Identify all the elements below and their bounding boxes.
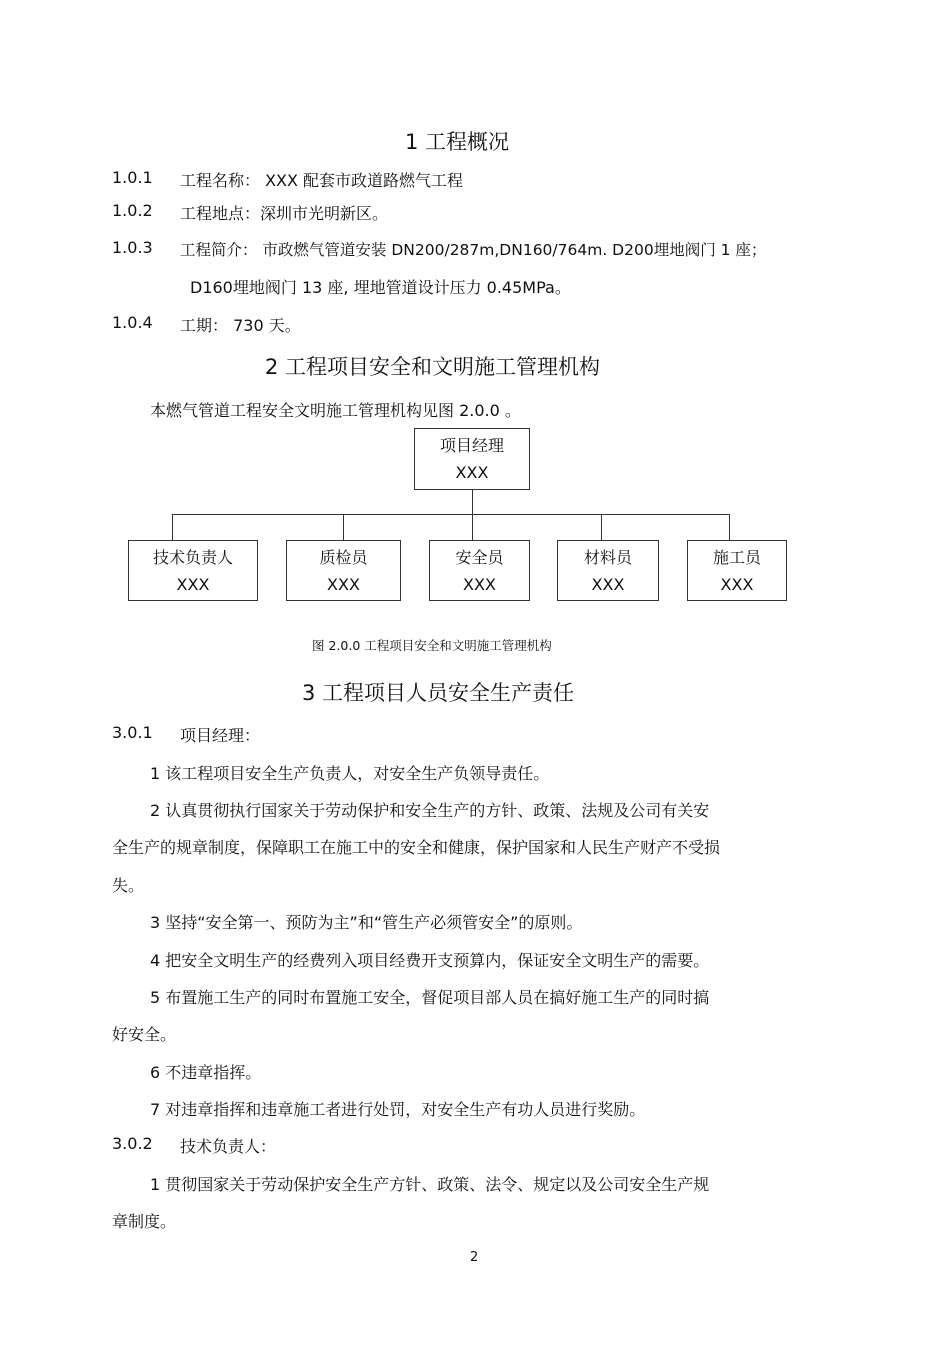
item-text: 工期： 730 天。 <box>180 316 301 335</box>
org-role: 项目经理 <box>439 436 504 455</box>
item-text: 工程简介： 市政燃气管道安装 DN200/287m,DN160/764m. D200埋地阀门 1 座； <box>180 241 767 259</box>
paragraph: 7 对违章指挥和违章施工者进行处罚，对安全生产有功人员进行奖励。 <box>150 1100 646 1119</box>
paragraph-continued: 章制度。 <box>112 1212 177 1231</box>
org-box-safety <box>429 540 530 601</box>
item-number: 1.0.1 <box>112 168 153 187</box>
paragraph: 1 该工程项目安全生产负责人，对安全生产负领导责任。 <box>150 764 550 783</box>
org-name: XXX <box>327 574 360 594</box>
section-3-title: 3 工程项目人员安全生产责任 <box>302 681 575 705</box>
connector-line <box>472 490 473 540</box>
org-role: 质检员 <box>319 547 368 567</box>
item-number: 1.0.3 <box>112 238 153 257</box>
figure-caption: 图 2.0.0 工程项目安全和文明施工管理机构 <box>312 638 552 653</box>
item-text: 工程地点：深圳市光明新区。 <box>180 204 389 223</box>
connector-line <box>729 514 730 540</box>
org-box-manager <box>414 428 530 490</box>
connector-line <box>343 514 344 540</box>
paragraph: 4 把安全文明生产的经费列入项目经费开支预算内，保证安全文明生产的需要。 <box>150 951 710 970</box>
connector-line <box>601 514 602 540</box>
item-text-continued: D160埋地阀门 13 座, 埋地管道设计压力 0.45MPa。 <box>190 278 571 297</box>
org-role: 技术负责人 <box>152 547 233 567</box>
paragraph-continued: 好安全。 <box>112 1025 177 1044</box>
org-box-quality <box>286 540 401 601</box>
item-number: 1.0.4 <box>112 313 153 332</box>
paragraph: 5 布置施工生产的同时布置施工安全，督促项目部人员在搞好施工生产的同时搞 <box>150 988 710 1007</box>
item-number: 1.0.2 <box>112 201 153 220</box>
paragraph-continued: 全生产的规章制度，保障职工在施工中的安全和健康，保护国家和人民生产财产不受损 <box>112 838 721 857</box>
figure-intro: 本燃气管道工程安全文明施工管理机构见图 2.0.0 。 <box>150 401 521 420</box>
page-number: 2 <box>470 1250 479 1265</box>
org-role: 施工员 <box>712 547 761 567</box>
org-role: 安全员 <box>455 547 504 567</box>
subsection-number: 3.0.1 <box>112 723 153 742</box>
org-name: XXX <box>463 574 496 594</box>
org-box-construction <box>687 540 787 601</box>
org-name: XXX <box>176 574 210 594</box>
paragraph-continued: 失。 <box>112 876 145 895</box>
paragraph: 2 认真贯彻执行国家关于劳动保护和安全生产的方针、政策、法规及公司有关安 <box>150 801 710 820</box>
org-box-materials <box>557 540 659 601</box>
section-2-title: 2 工程项目安全和文明施工管理机构 <box>265 355 601 379</box>
section-1-title: 1 工程概况 <box>405 130 510 154</box>
subsection-title: 项目经理： <box>180 726 261 745</box>
org-box-tech-lead <box>128 540 258 601</box>
paragraph: 1 贯彻国家关于劳动保护安全生产方针、政策、法令、规定以及公司安全生产规 <box>150 1175 710 1194</box>
paragraph: 6 不违章指挥。 <box>150 1063 262 1082</box>
org-role: 材料员 <box>583 547 632 567</box>
subsection-title: 技术负责人： <box>180 1137 277 1156</box>
org-name: XXX <box>455 463 489 482</box>
org-name: XXX <box>720 574 754 594</box>
connector-line <box>172 514 730 515</box>
item-text: 工程名称： XXX 配套市政道路燃气工程 <box>180 171 464 190</box>
paragraph: 3 坚持“安全第一、预防为主”和“管生产必须管安全”的原则。 <box>150 913 583 932</box>
org-name: XXX <box>591 574 625 594</box>
subsection-number: 3.0.2 <box>112 1134 153 1153</box>
connector-line <box>172 514 173 540</box>
